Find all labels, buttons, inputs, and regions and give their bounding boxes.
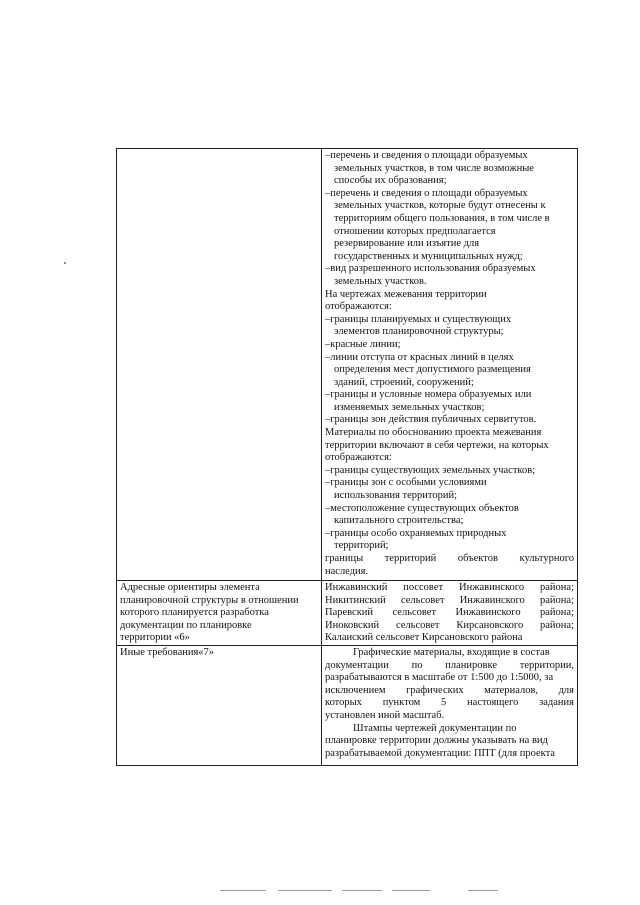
text-line: –вид разрешенного использования образуемых (325, 263, 536, 275)
text-line: использования территорий; (334, 490, 458, 502)
text-line: изменяемых земельных участков; (334, 401, 485, 413)
text-line: отображаются: (325, 452, 392, 464)
text-line: отношении которых предполагается (334, 225, 496, 237)
row1-right-cell (322, 149, 578, 581)
text-line: Калаиский сельсовет Кирсановского района (325, 632, 523, 644)
text-line: границы территорий объектов культурного (325, 553, 574, 564)
text-line: –линии отступа от красных линий в целях (325, 351, 514, 363)
text-line: –границы зон с особыми условиями (325, 477, 487, 489)
row2-right-cell (322, 581, 578, 646)
text-line: Никитинский сельсовет Инжавинского района; (325, 594, 574, 606)
text-line: разрабатываются в масштабе от 1:500 до 1:5000, за (325, 672, 554, 684)
table-row (117, 645, 578, 765)
text-line: Иноковский сельсовет Кирсановского района; (325, 619, 574, 631)
text-line: капитального строительства; (334, 515, 464, 527)
text-line: земельных участков. (334, 275, 427, 287)
text-line: планировке территории должны указывать на вид (325, 735, 548, 747)
text-line: планировочной структуры в отношении (120, 594, 299, 606)
text-line: наследия. (325, 565, 369, 577)
text-line: территории включают в себя чертежи, на которых (325, 439, 549, 451)
text-line: –границы особо охраняемых природных (325, 527, 507, 539)
text-line: –границы планируемых и существующих (325, 313, 512, 325)
row3-left-cell (117, 645, 322, 765)
text-line: отображаются: (325, 301, 392, 313)
text-line: документации по планировке (120, 619, 252, 631)
text-line: –границы и условные номера образуемых или (325, 389, 532, 401)
text-line: разрабатываемой документации: ППТ (для проекта (325, 747, 555, 759)
text-line: территории «6» (120, 632, 190, 644)
requirements-table (116, 148, 578, 766)
text-line: –границы существующих земельных участков; (325, 464, 536, 476)
text-line: исключением графических материалов, для (325, 684, 574, 696)
text-line: Графические материалы, входящие в состав (353, 646, 550, 658)
text-line: Адресные ориентиры элемента (120, 582, 260, 593)
text-line: земельных участков, которые будут отнесены к (334, 200, 546, 212)
text-line: резервирование или изъятие для (334, 238, 480, 250)
text-line: –перечень и сведения о площади образуемых (325, 150, 528, 161)
row2-left-cell (117, 581, 322, 646)
text-line: –красные линии; (325, 338, 401, 350)
text-line: способы их образования; (334, 175, 447, 187)
text-line: государственных и муниципальных нужд; (334, 250, 523, 262)
text-line: которых пунктом 5 настоящего задания (325, 697, 574, 709)
text-line: На чертежах межевания территории (325, 288, 487, 300)
text-line: которого планируется разработка (120, 607, 269, 619)
text-line: определения мест допустимого размещения (334, 364, 531, 376)
text-line: земельных участков, в том числе возможные (334, 162, 534, 174)
text-line: –местоположение существующих объектов (325, 502, 519, 514)
text-line: Штампы чертежей документации по (353, 722, 517, 734)
text-line: Инжавинский поссовет Инжавинского района; (325, 582, 574, 593)
text-line: –перечень и сведения о площади образуемых (325, 187, 528, 199)
text-line: Паревский сельсовет Инжавинского района; (325, 607, 574, 619)
text-line: документации по планировке территории, (325, 659, 574, 671)
text-line: территориям общего пользования, в том числе в (334, 212, 550, 224)
page-footer-marks (220, 890, 520, 894)
row1-left-cell (117, 149, 322, 581)
table-row (117, 581, 578, 646)
text-line: установлен иной масштаб. (325, 709, 445, 721)
text-line: Материалы по обоснованию проекта межевания (325, 427, 542, 439)
text-line: территорий; (334, 540, 389, 552)
text-line: зданий, строений, сооружений; (334, 376, 474, 388)
row3-right-cell (322, 645, 578, 765)
text-line: –границы зон действия публичных сервитутов. (325, 414, 537, 426)
text-line: Иные требования«7» (120, 646, 215, 658)
text-line: элементов планировочной структуры; (334, 326, 504, 338)
scan-speck (64, 262, 66, 264)
table-row (117, 149, 578, 581)
